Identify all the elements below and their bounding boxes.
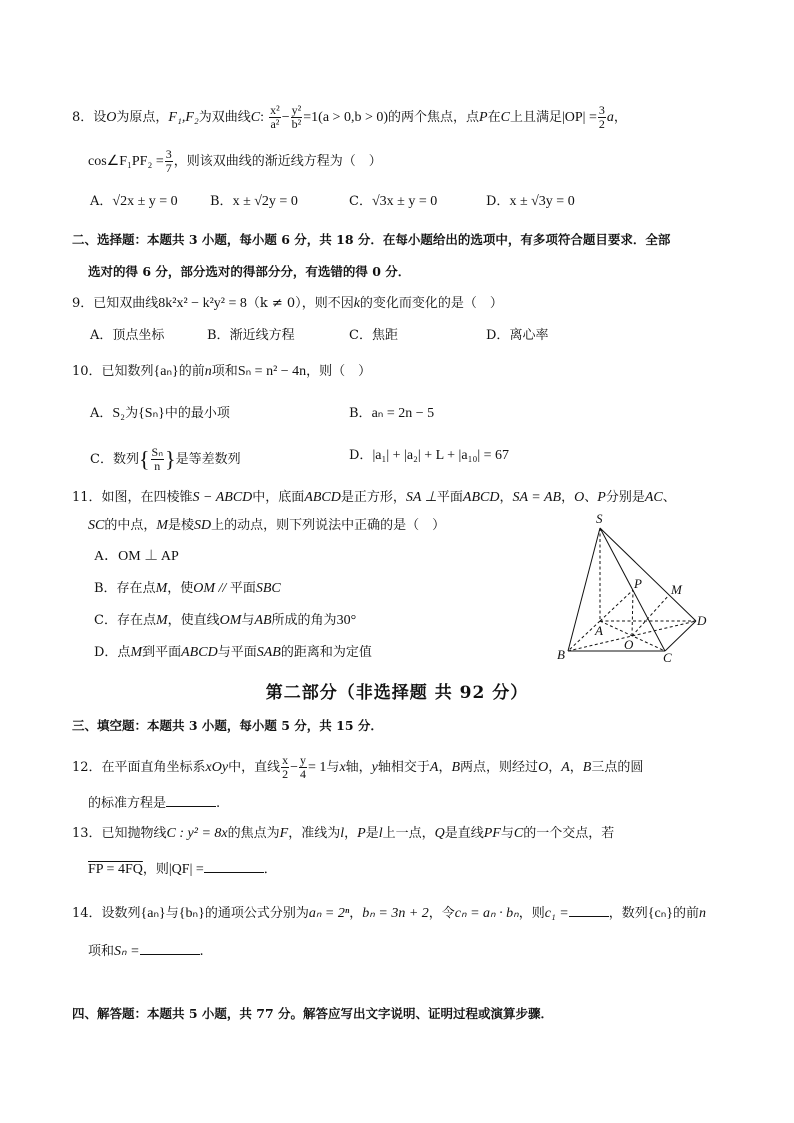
q9-line: 9．已知双曲线8k²x² − k²y² = 8（k ≠ 0），则不因k的变化而变化的是（ ） xyxy=(72,296,503,311)
q10-option-c[interactable]: C．数列{ $\frac{\text{Sₙ}}{n}$ }是等差数列 xyxy=(90,445,241,473)
part2-title: 第二部分（非选择题 共 92 分） xyxy=(265,683,529,703)
q11-line2: SC的中点，M是棱SD上的动点，则下列说法中正确的是（ ） xyxy=(88,518,446,533)
label-a: A xyxy=(595,623,603,638)
q11-option-b[interactable]: B．存在点M，使OM // 平面SBC xyxy=(94,581,281,596)
q8-frac-x: $\frac{\text{x²}}{\text{a²}}$ xyxy=(270,103,280,131)
q11-option-c[interactable]: C．存在点M，使直线OM与AB所成的角为30° xyxy=(94,613,357,628)
label-s: S xyxy=(596,511,603,526)
q14-sn-blank[interactable] xyxy=(140,942,200,955)
q10-option-d[interactable]: D．|a₁| + |a₂| + L + |a₁₀| = 67 xyxy=(349,448,510,463)
q8-frac-3-2: $\frac{3}{2}$ xyxy=(598,103,605,131)
section3-heading: 三、填空题：本题共 3 小题，每小题 5 分，共 15 分． xyxy=(72,718,383,733)
label-m: M xyxy=(671,582,682,597)
q13-line1: 13．已知抛物线C : y² = 8x的焦点为F，准线为l，P是l上一点，Q是直线PF与C的一个交点，若 xyxy=(72,826,615,841)
q11-option-d[interactable]: D．点M到平面ABCD与平面SAB的距离和为定值 xyxy=(94,645,372,660)
q12-line1: 12．在平面直角坐标系xOy中，直线 $\frac{x}{2}$ − $\frac{y}{4}$ = 1与x轴，y轴相交于A，B两点，则经过O，A，B三点的圆 xyxy=(72,753,644,781)
q8-option-c[interactable]: C．√3x ± y = 0 xyxy=(349,194,438,209)
q13-answer-blank[interactable] xyxy=(204,860,264,873)
q13-line2: FP = 4FQ，则|QF| = ． xyxy=(88,862,277,877)
q8-line1: 8．设O为原点，F₁,F₂为双曲线C: $\frac{\text{x²}}{\text{a²}}$ − $\frac{\text{y²}}{\text{b²}}$ =1(a > 0,b > 0)的两个焦点，点P在C上且满足|OP| = $\frac{3}{2}$ a， xyxy=(72,103,627,131)
q10-option-b[interactable]: B．aₙ = 2n − 5 xyxy=(349,406,435,421)
section2-line1: 二、选择题：本题共 3 小题，每小题 6 分，共 18 分．在每小题给出的选项中，有多项符合题目要求．全部 xyxy=(72,232,671,247)
q10-line: 10．已知数列{aₙ}的前n项和Sₙ = n² − 4n，则（ ） xyxy=(72,364,372,379)
section2-line2: 选对的得 6 分，部分选对的得部分分，有选错的得 0 分． xyxy=(88,264,411,279)
q9-option-a[interactable]: A．顶点坐标 xyxy=(90,328,165,343)
edge-om xyxy=(632,595,669,636)
label-p: P xyxy=(634,576,642,591)
q8-option-d[interactable]: D．x ± √3y = 0 xyxy=(486,194,575,209)
q9-option-c[interactable]: C．焦距 xyxy=(349,328,398,343)
label-d: D xyxy=(697,613,707,628)
q12-line2: 的标准方程是 . xyxy=(88,796,221,811)
label-o: O xyxy=(624,637,634,652)
edge-cd xyxy=(665,621,696,651)
q10-option-a[interactable]: A．S₂为{Sₙ}中的最小项 xyxy=(90,406,230,421)
q12-answer-blank[interactable] xyxy=(166,794,216,807)
label-c: C xyxy=(663,650,672,665)
q14-line2: 项和Sₙ = . xyxy=(88,944,204,959)
edge-sc xyxy=(600,528,665,651)
q8-option-b[interactable]: B．x ± √2y = 0 xyxy=(210,194,298,209)
q9-option-d[interactable]: D．离心率 xyxy=(486,328,549,343)
q8-number: 8．设 xyxy=(72,110,107,125)
q8-line2: cos∠F₁PF₂ = $\frac{3}{7}$ ，则该双曲线的渐近线方程为（ ） xyxy=(88,147,382,175)
edge-op xyxy=(632,590,633,636)
edge-ap xyxy=(600,590,633,621)
edge-sd xyxy=(600,528,696,621)
q8-option-a[interactable]: A．√2x ± y = 0 xyxy=(90,194,178,209)
q11-line1: 11．如图，在四棱锥S − ABCD中，底面ABCD是正方形，SA ⊥平面ABCD，SA = AB，O、P分别是AC、 xyxy=(72,490,676,505)
q11-pyramid-figure xyxy=(550,510,720,670)
label-b: B xyxy=(557,647,565,662)
section4-heading: 四、解答题：本题共 5 小题，共 77 分。解答应写出文字说明、证明过程或演算步骤． xyxy=(72,1006,554,1021)
q9-option-b[interactable]: B．渐近线方程 xyxy=(207,328,295,343)
q11-option-a[interactable]: A．OM ⊥ AP xyxy=(94,549,179,564)
q14-c1-blank[interactable] xyxy=(569,904,609,917)
q8-frac-3-7: $\frac{3}{7}$ xyxy=(165,147,172,175)
q8-frac-y: $\frac{\text{y²}}{\text{b²}}$ xyxy=(291,103,302,131)
q14-line1: 14．设数列{aₙ}与{bₙ}的通项公式分别为aₙ = 2ⁿ，bₙ = 3n + 2，令cₙ = aₙ · bₙ，则c₁ = ，数列{cₙ}的前n xyxy=(72,906,707,921)
